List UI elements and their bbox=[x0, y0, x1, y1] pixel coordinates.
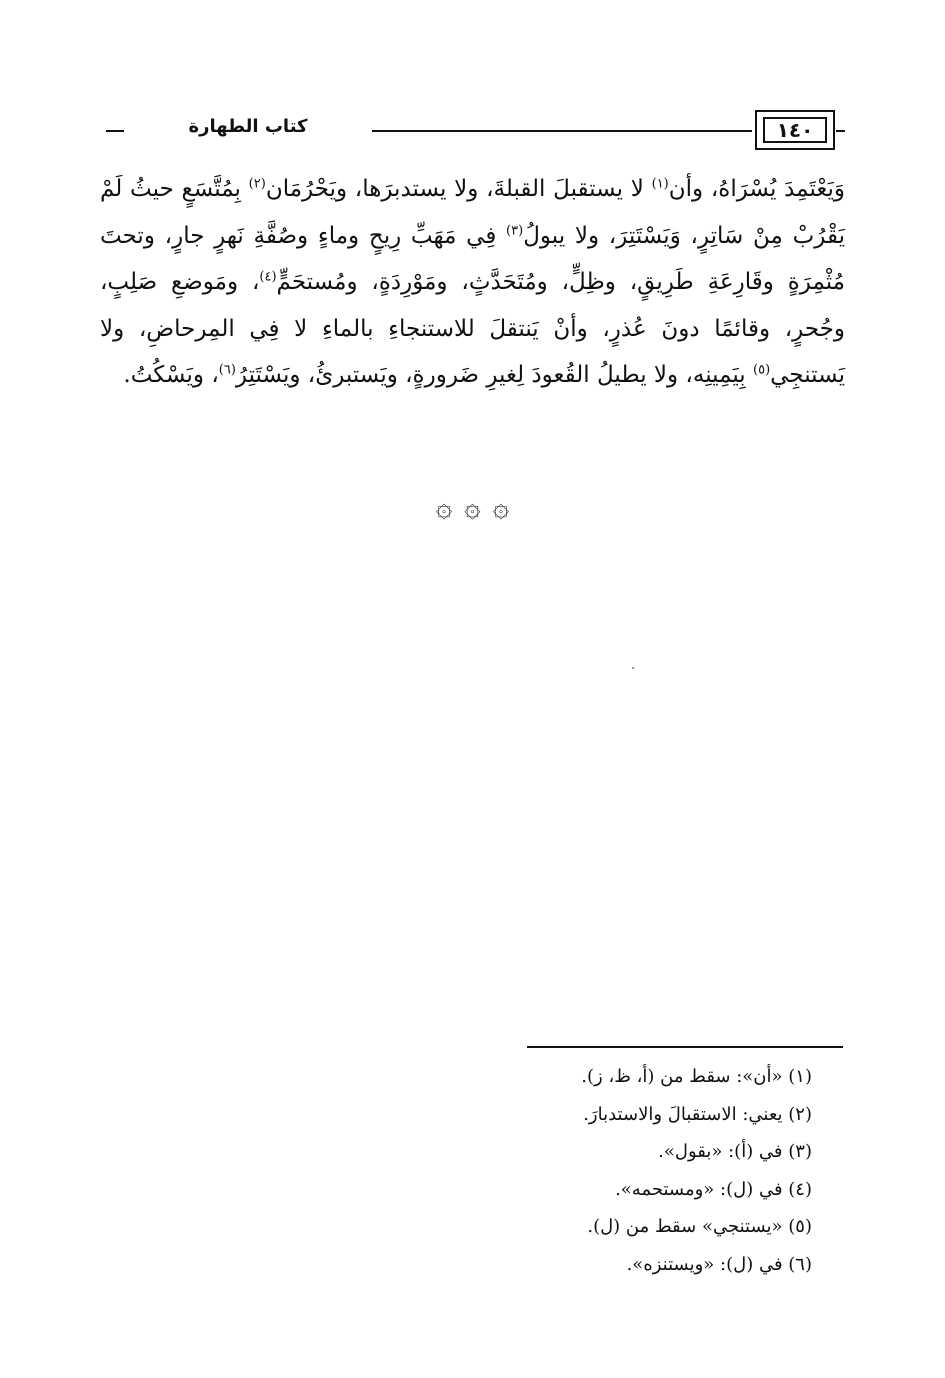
header-rule-left bbox=[106, 130, 124, 132]
text-run: لا يستقبلَ القبلةَ، ولا يستدبرَها، ويَحْرُمَان bbox=[265, 176, 652, 202]
main-paragraph bbox=[100, 166, 845, 399]
footnotes bbox=[500, 1058, 812, 1283]
page-header bbox=[100, 108, 845, 158]
header-rule-middle bbox=[372, 130, 752, 132]
footnote-1: (١) «أن»: سقط من (أ، ظ، ز). bbox=[581, 1066, 812, 1087]
text-run: فِي مَهَبِّ رِيحٍ وماءٍ وصُفَّةِ نَهرٍ جارٍ، وتحتَ مُثْمِرَةٍ وقَارِعَةِ طَرِيقٍ، وظِلٍّ، ومُتَحَدَّثٍ، ومَوْرِدَةٍ، ومُستحَمٍّ bbox=[100, 222, 845, 295]
star-ornament-icon: ۞ bbox=[492, 490, 510, 523]
footnote-6: (٦) في (ل): «ويستنزه». bbox=[626, 1253, 812, 1275]
footnote-2: (٢) يعني: الاستقبالَ والاستدبارَ. bbox=[583, 1103, 812, 1125]
section-ornaments bbox=[0, 490, 945, 523]
footnote-marker: (٤) bbox=[259, 269, 277, 285]
footnote-3: (٣) في (أ): «بقول». bbox=[658, 1141, 812, 1162]
footnote-marker: (٦) bbox=[218, 362, 236, 378]
page-number-frame bbox=[755, 110, 835, 150]
header-rule-right bbox=[836, 130, 845, 132]
footnote-marker: (٣) bbox=[506, 222, 524, 238]
footnote-marker: (٥) bbox=[753, 362, 771, 378]
page-number: ١٤٠ bbox=[763, 117, 827, 143]
text-run: ، ومَوضعِ صَلِبٍ، وجُحرٍ، وقائمًا دونَ عُذرٍ، وأنْ يَنتقلَ للاستنجاءِ بالماءِ لا فِي المِرحاضِ، ولا يَستنجِي bbox=[100, 269, 845, 388]
footnote-4: (٤) في (ل): «ومستحمه». bbox=[615, 1178, 812, 1200]
running-head: كتاب الطهارة bbox=[188, 116, 308, 137]
speck bbox=[632, 667, 634, 669]
star-ornament-icon: ۞ bbox=[464, 490, 481, 523]
footnote-marker: (٢) bbox=[248, 176, 266, 192]
text-run: بِمُتَّسَعٍ حيثُ لَمْ يَقْرُبْ مِنْ سَاتِرٍ، وَيَسْتَتِرَ، ولا يبولُ bbox=[100, 176, 845, 249]
text-run: بِيَمِينِه، ولا يطيلُ القُعودَ لِغيرِ ضَرورةٍ، ويَستبرئُ، ويَسْتَتِرُ bbox=[235, 362, 754, 388]
footnote-marker: (١) bbox=[651, 176, 669, 192]
footnote-separator bbox=[527, 1046, 843, 1048]
text-run: وَيَعْتَمِدَ يُسْرَاهُ، وأن bbox=[668, 176, 845, 202]
text-run: ، ويَسْكُتُ. bbox=[123, 362, 219, 388]
footnote-5: (٥) «يستنجي» سقط من (ل). bbox=[587, 1216, 812, 1237]
star-ornament-icon: ۞ bbox=[435, 490, 453, 523]
